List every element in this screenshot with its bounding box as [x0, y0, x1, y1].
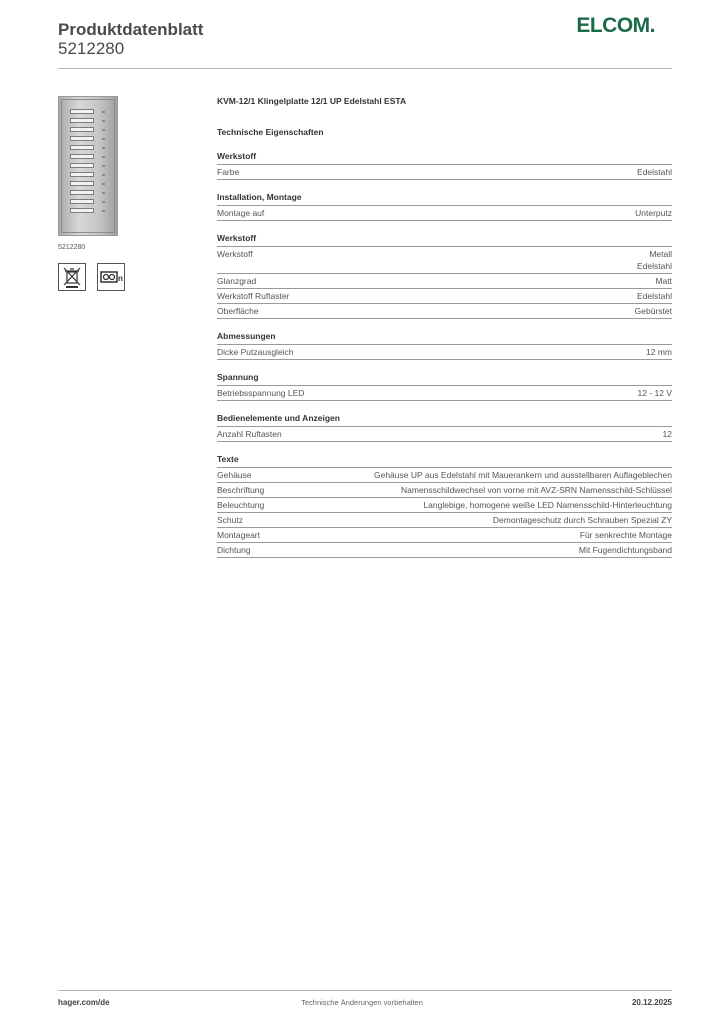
spec-value-line: Gebürstet: [634, 306, 672, 316]
spec-value: [637, 166, 672, 178]
spec-group-title: Texte: [217, 454, 672, 468]
spec-value-line: Unterputz: [635, 208, 672, 218]
footer-website: hager.com/de: [58, 998, 110, 1007]
spec-value-line: Edelstahl: [637, 167, 672, 177]
image-caption: 5212280: [58, 244, 86, 251]
button-led: [102, 174, 105, 176]
spec-label: Betriebsspannung LED: [217, 388, 305, 398]
push-button: [70, 208, 94, 213]
spec-row: [217, 543, 672, 558]
spec-label: Beschriftung: [217, 485, 265, 495]
spec-label: Gehäuse: [217, 470, 252, 480]
push-button: [70, 163, 94, 168]
section-title: Technische Eigenschaften: [217, 127, 324, 137]
product-image: [58, 96, 118, 236]
spec-group-title: Spannung: [217, 372, 672, 386]
spec-value-line: 12 - 12 V: [637, 388, 672, 398]
button-led: [102, 111, 105, 113]
spec-value-line: Gehäuse UP aus Edelstahl mit Mauerankern und ausstellbaren Auflageblechen: [373, 470, 672, 480]
push-button: [70, 127, 94, 132]
spec-row: [217, 206, 672, 221]
spec-value: [423, 499, 672, 511]
spec-value-line: Mit Fugendichtungsband: [578, 545, 672, 555]
spec-value-line: Langlebige, homogene weiße LED Namensschild-Hinterleuchtung: [423, 500, 672, 510]
spec-value: [580, 529, 672, 541]
push-button: [70, 136, 94, 141]
spec-label: Oberfläche: [217, 306, 259, 316]
button-led: [102, 183, 105, 185]
button-led: [102, 165, 105, 167]
spec-value: [663, 428, 672, 440]
button-led: [102, 129, 105, 131]
spec-value: [579, 544, 672, 556]
button-led: [102, 201, 105, 203]
spec-value-line: Edelstahl: [637, 291, 672, 301]
energy-class-label: n: [118, 274, 123, 283]
spec-row: [217, 304, 672, 319]
document-title: Produktdatenblatt: [58, 20, 204, 39]
spec-content: [217, 96, 672, 558]
spec-row: [217, 345, 672, 360]
push-button: [70, 109, 94, 114]
spec-value-line: Namensschildwechsel von vorne mit AVZ-SRN Namensschild-Schlüssel: [401, 485, 672, 495]
spec-groups: [217, 151, 672, 558]
elcom-logo: ELCOM.: [576, 14, 655, 37]
push-button: [70, 145, 94, 150]
spec-value-line: Matt: [655, 276, 672, 286]
header-divider: [58, 68, 672, 69]
spec-row: [217, 483, 672, 498]
button-led: [102, 120, 105, 122]
spec-label: Anzahl Ruftasten: [217, 429, 282, 439]
spec-value-line: Für senkrechte Montage: [579, 530, 672, 540]
energy-class-icon: [97, 263, 125, 291]
spec-row: [217, 528, 672, 543]
button-led: [102, 147, 105, 149]
button-led: [102, 138, 105, 140]
spec-row: [217, 274, 672, 289]
spec-row: [217, 386, 672, 401]
push-button: [70, 181, 94, 186]
spec-group-title: Werkstoff: [217, 233, 672, 247]
spec-value: [493, 514, 672, 526]
push-button: [70, 118, 94, 123]
product-name: KVM-12/1 Klingelplatte 12/1 UP Edelstahl ESTA: [217, 96, 407, 106]
spec-value-line: Edelstahl: [637, 261, 672, 271]
spec-group-title: Abmessungen: [217, 331, 672, 345]
spec-value-line: Demontageschutz durch Schrauben Spezial ZY: [492, 515, 672, 525]
spec-value: [637, 290, 672, 302]
spec-label: Beleuchtung: [217, 500, 265, 510]
spec-label: Werkstoff: [217, 249, 253, 259]
spec-label: Montage auf: [217, 208, 265, 218]
weee-bin-icon: [58, 263, 86, 291]
spec-label: Glanzgrad: [217, 276, 257, 286]
spec-value: [637, 248, 672, 272]
push-button: [70, 190, 94, 195]
spec-value: [638, 387, 673, 399]
spec-value-line: 12 mm: [646, 347, 672, 357]
push-button: [70, 172, 94, 177]
spec-row: [217, 468, 672, 483]
spec-label: Werkstoff Ruftaster: [217, 291, 290, 301]
push-button: [70, 154, 94, 159]
spec-value: [635, 207, 672, 219]
spec-group-title: Werkstoff: [217, 151, 672, 165]
spec-row: [217, 247, 672, 274]
article-number: 5212280: [58, 39, 125, 58]
spec-value-line: 12: [662, 429, 672, 439]
spec-row: [217, 289, 672, 304]
spec-row: [217, 498, 672, 513]
footer-divider: [58, 990, 672, 991]
spec-label: Farbe: [217, 167, 240, 177]
button-led: [102, 192, 105, 194]
footer-disclaimer: Technische Änderungen vorbehalten: [301, 998, 423, 1007]
spec-label: Dicke Putzausgleich: [217, 347, 294, 357]
spec-value: [646, 346, 672, 358]
spec-row: [217, 427, 672, 442]
spec-label: Dichtung: [217, 545, 251, 555]
button-led: [102, 156, 105, 158]
spec-value: [401, 484, 672, 496]
button-led: [102, 210, 105, 212]
footer-date: 20.12.2025: [631, 998, 672, 1007]
spec-label: Montageart: [217, 530, 260, 540]
spec-group-title: Bedienelemente und Anzeigen: [217, 413, 672, 427]
spec-value: [374, 469, 672, 481]
spec-label: Schutz: [217, 515, 243, 525]
push-button: [70, 199, 94, 204]
spec-group-title: Installation, Montage: [217, 192, 672, 206]
spec-value-line: Metall: [649, 249, 672, 259]
spec-value: [635, 305, 672, 317]
spec-row: [217, 165, 672, 180]
spec-value: [655, 275, 672, 287]
spec-row: [217, 513, 672, 528]
